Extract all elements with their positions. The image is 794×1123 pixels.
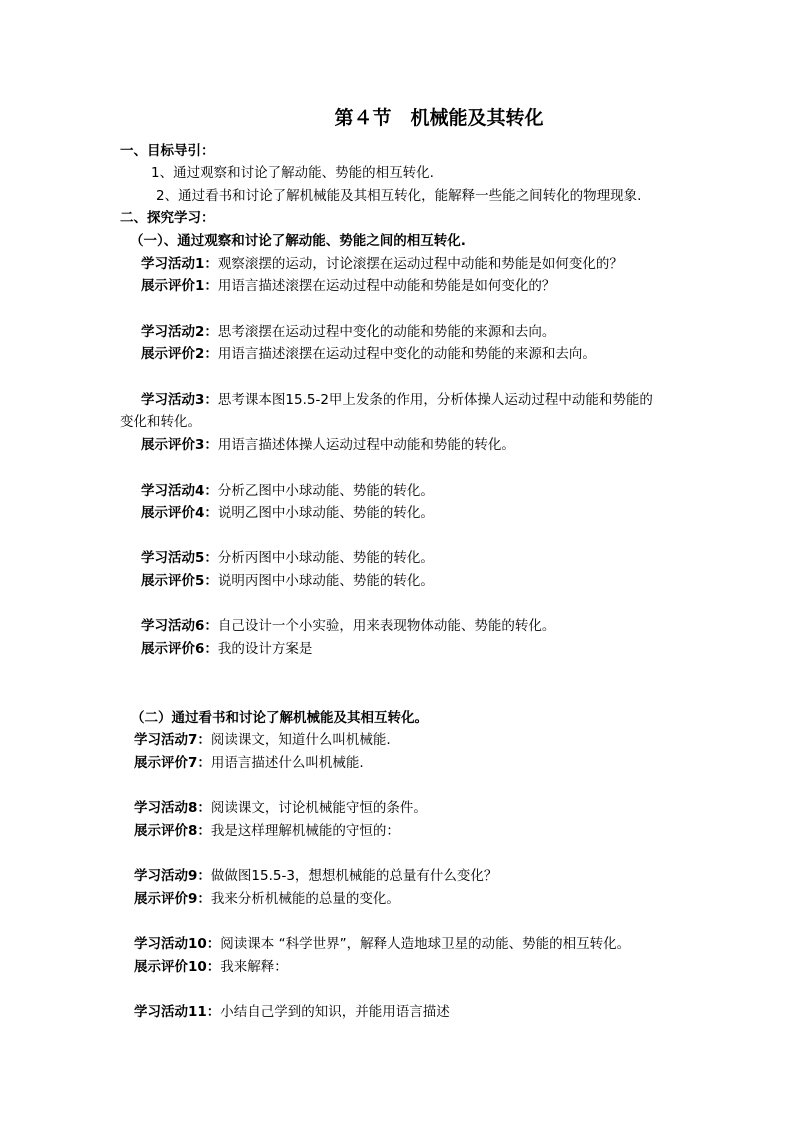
evaluation-line <box>134 958 288 976</box>
activity-text: 思考滚摆在运动过程中变化的动能和势能的来源和去向。 <box>217 324 556 340</box>
activity-text: 观察滚摆的运动，讨论滚摆在运动过程中动能和势能是如何变化的？ <box>217 256 623 272</box>
part2-heading: （二）通过看书和讨论了解机械能及其相互转化。 <box>131 710 428 726</box>
activity-text: 小结自己学到的知识，并能用语言描述 <box>220 1004 450 1020</box>
activity-label: 学习活动5： <box>141 550 218 566</box>
evaluation-label: 展示评价10： <box>134 959 221 975</box>
activity-label: 学习活动10： <box>134 936 221 952</box>
activity-line <box>134 867 497 885</box>
evaluation-text: 用语言描述滚摆在运动过程中变化的动能和势能的来源和去向。 <box>217 346 596 362</box>
activity-label: 学习活动11： <box>134 1004 221 1020</box>
evaluation-label: 展示评价5： <box>141 573 218 589</box>
activity-label: 学习活动3： <box>141 392 218 408</box>
evaluation-text: 用语言描述体操人运动过程中动能和势能的转化。 <box>217 437 515 453</box>
goals-heading: 一、目标导引： <box>120 143 215 159</box>
activity-label: 学习活动2： <box>141 324 218 340</box>
evaluation-label: 展示评价4： <box>141 505 218 521</box>
activity-line <box>141 255 623 273</box>
evaluation-line <box>141 640 312 658</box>
evaluation-line <box>141 572 434 590</box>
evaluation-label: 展示评价3： <box>141 437 218 453</box>
activity-line <box>141 391 653 409</box>
evaluation-line <box>141 436 515 454</box>
inquiry-heading: 二、探究学习： <box>120 210 215 226</box>
activity-text: 思考课本图15.5-2甲上发条的作用，分析体操人运动过程中动能和势能的 <box>217 392 653 408</box>
evaluation-label: 展示评价6： <box>141 641 218 657</box>
evaluation-line <box>141 504 434 522</box>
activity-line <box>134 799 427 817</box>
evaluation-line <box>134 754 364 772</box>
evaluation-line <box>134 890 400 908</box>
activity-label: 学习活动6： <box>141 618 218 634</box>
activity-line <box>141 549 434 567</box>
activity-text: 分析乙图中小球动能、势能的转化。 <box>217 483 434 499</box>
evaluation-text: 用语言描述滚摆在运动过程中动能和势能是如何变化的？ <box>217 278 556 294</box>
activity-text: 阅读课文，讨论机械能守恒的条件。 <box>210 800 427 816</box>
evaluation-label: 展示评价8： <box>134 823 211 839</box>
activity-line <box>141 617 555 635</box>
evaluation-line <box>141 345 596 363</box>
activity-text: 自己设计一个小实验，用来表现物体动能、势能的转化。 <box>217 618 556 634</box>
activity-line <box>134 1003 450 1021</box>
page-title: 第４节 机械能及其转化 <box>334 107 544 129</box>
activity-line <box>134 731 391 749</box>
evaluation-text: 我来解释： <box>220 959 288 975</box>
goal-item: 1、通过观察和讨论了解动能、势能的相互转化. <box>151 165 434 181</box>
evaluation-text: 用语言描述什么叫机械能. <box>210 755 364 771</box>
activity-text: 阅读课本 “科学世界”，解释人造地球卫星的动能、势能的相互转化。 <box>220 936 631 952</box>
evaluation-label: 展示评价1： <box>141 278 218 294</box>
activity-continuation: 变化和转化。 <box>120 414 201 430</box>
activity-label: 学习活动8： <box>134 800 211 816</box>
activity-text: 阅读课文，知道什么叫机械能. <box>210 732 391 748</box>
evaluation-text: 说明乙图中小球动能、势能的转化。 <box>217 505 434 521</box>
part1-heading: （一）、通过观察和讨论了解动能、势能之间的相互转化. <box>130 233 466 249</box>
evaluation-line <box>134 822 400 840</box>
evaluation-text: 我的设计方案是 <box>217 641 313 657</box>
evaluation-text: 说明丙图中小球动能、势能的转化。 <box>217 573 434 589</box>
activity-label: 学习活动7： <box>134 732 211 748</box>
activity-line <box>134 935 630 953</box>
goal-item: 2、通过看书和讨论了解机械能及其相互转化，能解释一些能之间转化的物理现象. <box>156 188 642 204</box>
activity-label: 学习活动1： <box>141 256 218 272</box>
evaluation-text: 我是这样理解机械能的守恒的： <box>210 823 400 839</box>
activity-text: 分析丙图中小球动能、势能的转化。 <box>217 550 434 566</box>
evaluation-text: 我来分析机械能的总量的变化。 <box>210 891 400 907</box>
evaluation-line <box>141 277 555 295</box>
activity-label: 学习活动9： <box>134 868 211 884</box>
evaluation-label: 展示评价2： <box>141 346 218 362</box>
activity-text: 做做图15.5-3，想想机械能的总量有什么变化？ <box>210 868 498 884</box>
evaluation-label: 展示评价9： <box>134 891 211 907</box>
activity-label: 学习活动4： <box>141 483 218 499</box>
activity-line <box>141 482 434 500</box>
evaluation-label: 展示评价7： <box>134 755 211 771</box>
activity-line <box>141 323 555 341</box>
